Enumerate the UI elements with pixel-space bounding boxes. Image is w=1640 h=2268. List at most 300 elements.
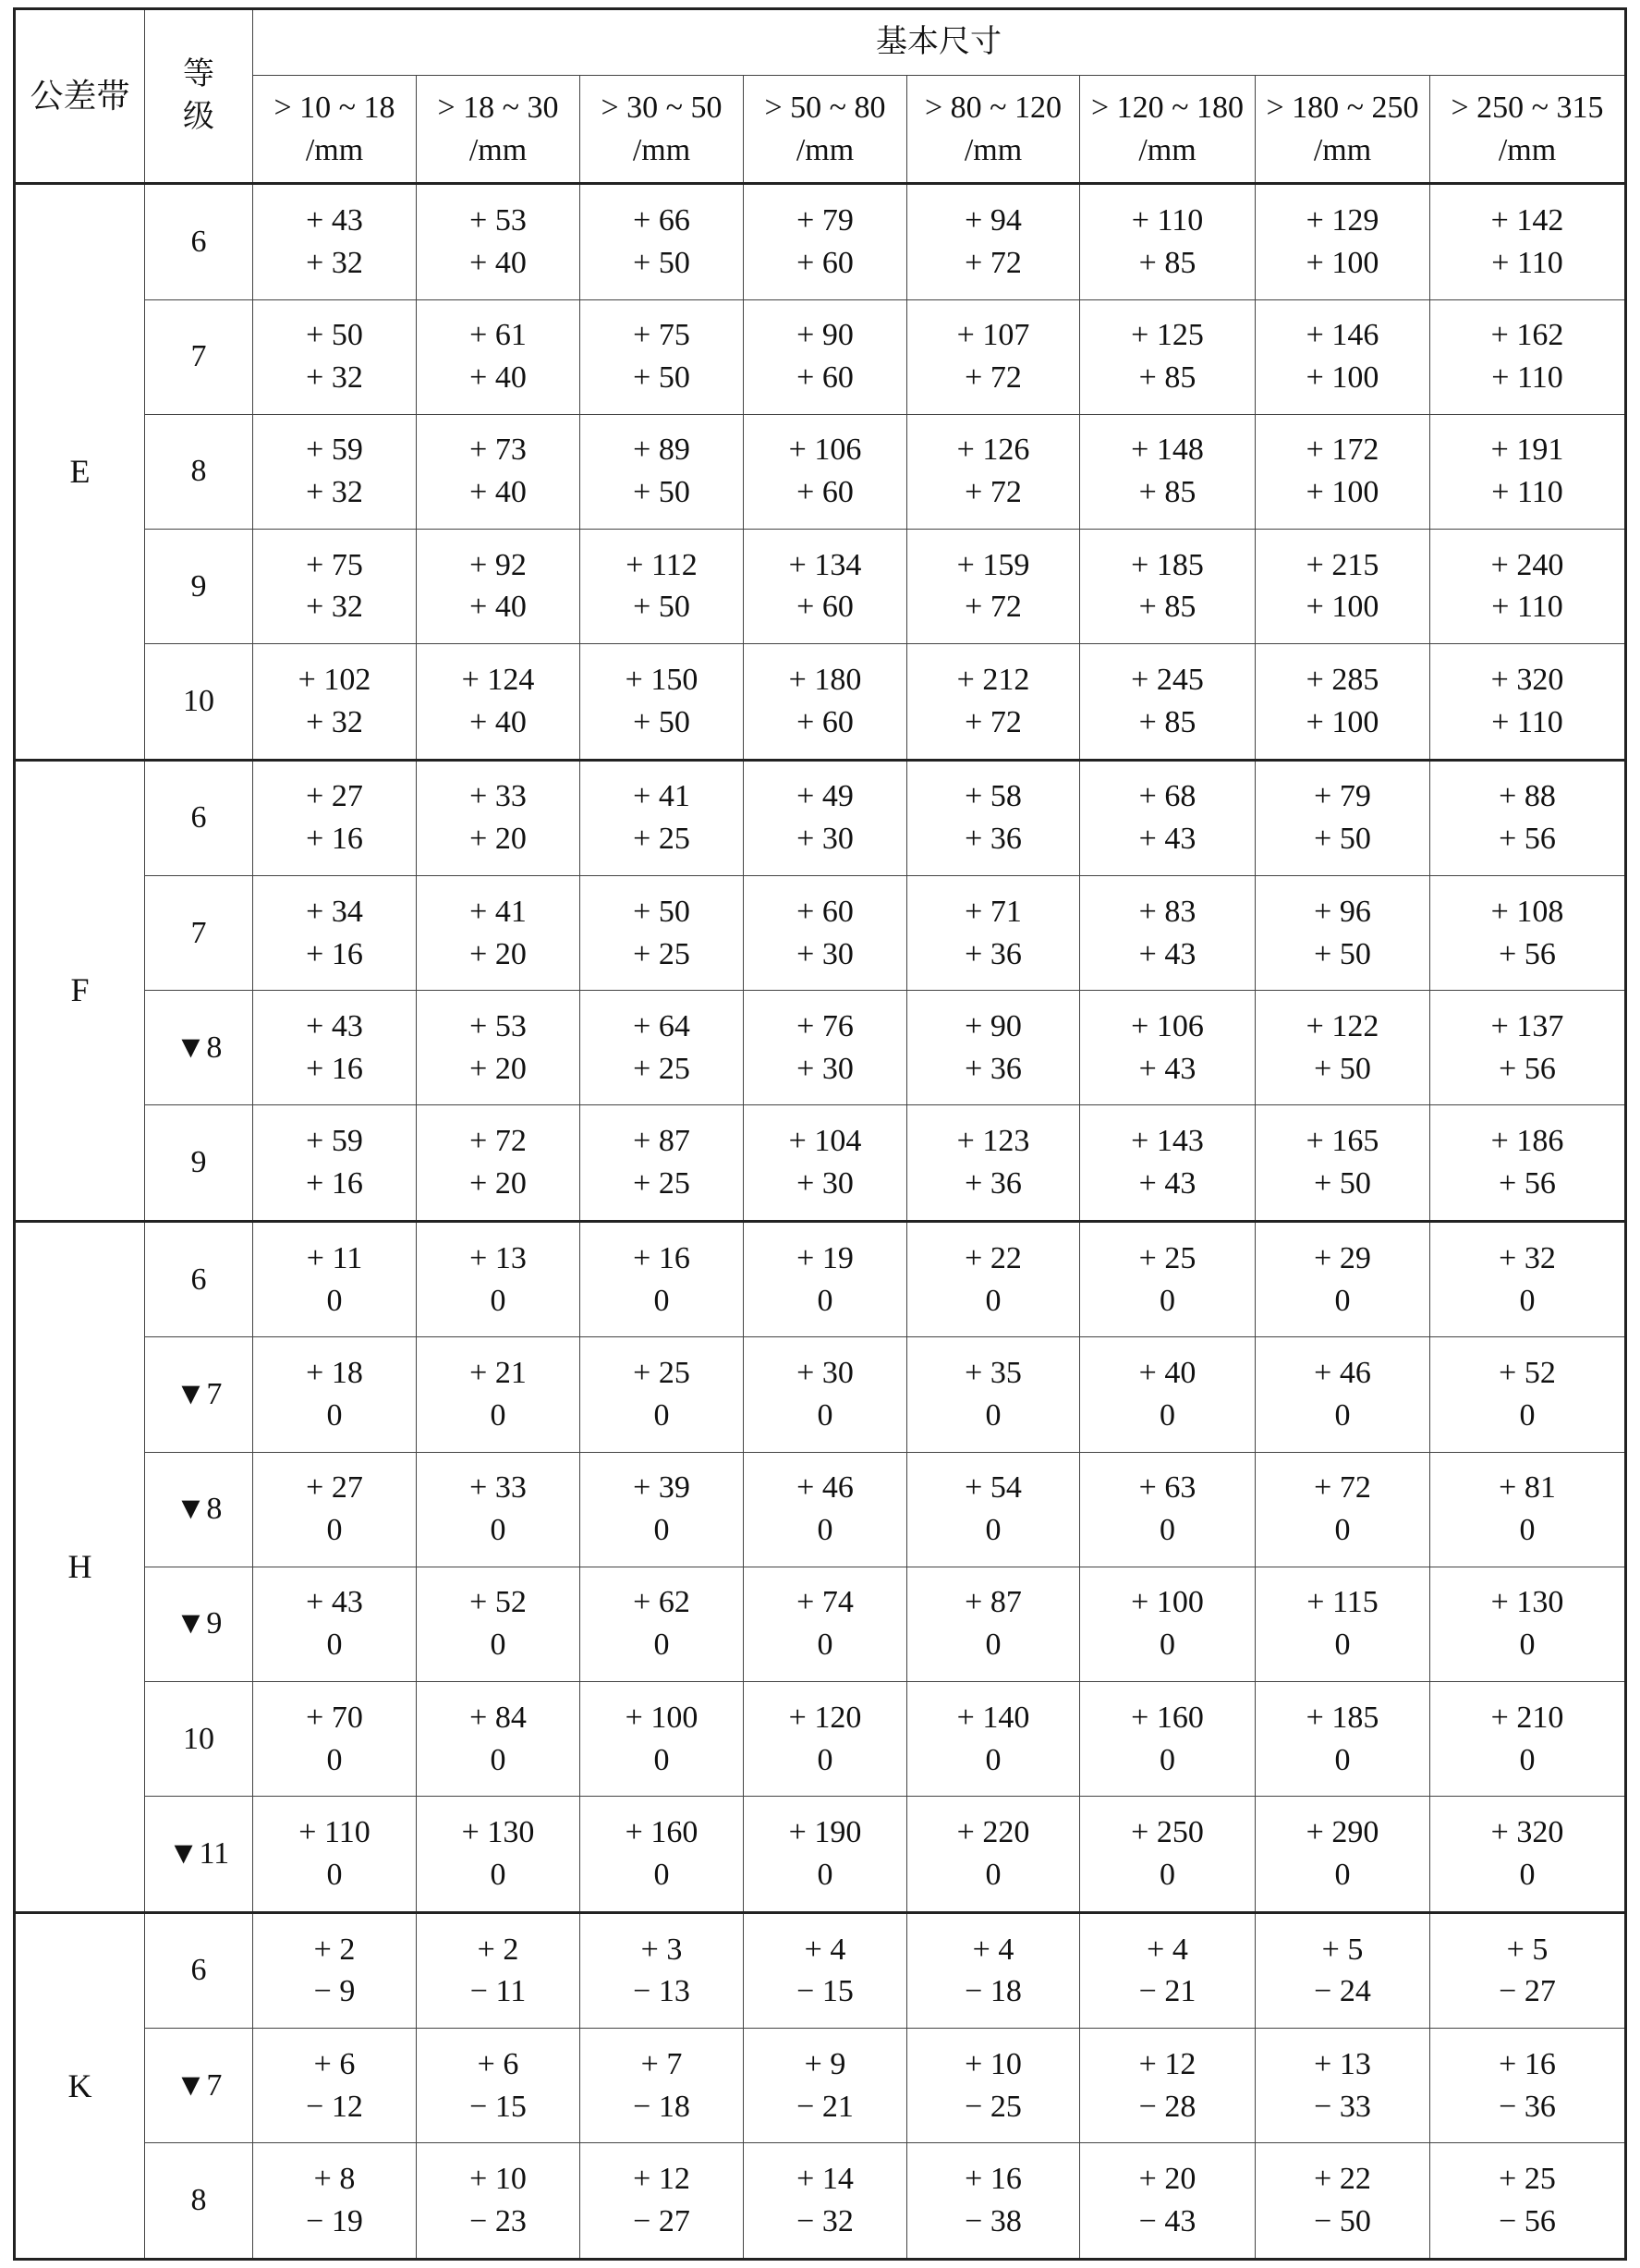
deviation-cell [253, 1797, 417, 1913]
deviation-cell [1256, 1105, 1430, 1222]
size-range-text: > 80 ~ 120 [924, 90, 1063, 125]
upper-deviation: + 29 [1314, 1240, 1371, 1275]
deviation-cell [253, 1337, 417, 1452]
deviation-cell [1256, 529, 1430, 643]
grade-header [145, 9, 253, 184]
deviation-cell [907, 299, 1080, 414]
upper-deviation: + 18 [306, 1356, 363, 1391]
upper-deviation: + 60 [796, 894, 854, 929]
grade-cell: 10 [145, 1681, 253, 1796]
deviation-cell [907, 876, 1080, 991]
upper-deviation: + 130 [1490, 1585, 1564, 1620]
lower-deviation: 0 [653, 1398, 670, 1433]
deviation-cell [580, 1221, 744, 1337]
deviation-cell [1080, 1567, 1256, 1681]
deviation-cell [1080, 1221, 1256, 1337]
deviation-cell [1256, 1452, 1430, 1567]
deviation-cell [580, 644, 744, 761]
size-range-header [907, 76, 1080, 184]
upper-deviation: + 191 [1490, 433, 1564, 468]
upper-deviation: + 90 [965, 1008, 1022, 1043]
grade-cell: ▼11 [145, 1797, 253, 1913]
lower-deviation: + 60 [796, 475, 854, 510]
deviation-cell [744, 2143, 907, 2260]
upper-deviation: + 50 [306, 318, 363, 353]
upper-deviation: + 22 [965, 1240, 1022, 1275]
upper-deviation: + 140 [956, 1700, 1030, 1735]
lower-deviation: 0 [1334, 1628, 1351, 1663]
deviation-cell [417, 414, 580, 529]
deviation-cell [1430, 2029, 1626, 2143]
deviation-cell [1080, 1105, 1256, 1222]
upper-deviation: + 25 [1138, 1240, 1197, 1275]
upper-deviation: + 58 [965, 779, 1022, 814]
deviation-cell [1080, 1912, 1256, 2029]
upper-deviation: + 120 [788, 1700, 862, 1735]
deviation-cell [580, 2143, 744, 2260]
lower-deviation: 0 [1519, 1398, 1536, 1433]
grade-cell: ▼8 [145, 991, 253, 1105]
lower-deviation: 0 [326, 1513, 343, 1548]
deviation-cell [253, 184, 417, 300]
upper-deviation: + 110 [1131, 202, 1204, 238]
lower-deviation: 0 [490, 1857, 506, 1892]
zone-cell: F [15, 760, 145, 1221]
size-range-header [417, 76, 580, 184]
deviation-cell [744, 414, 907, 529]
upper-deviation: + 13 [469, 1240, 527, 1275]
upper-deviation: + 27 [306, 1470, 363, 1506]
lower-deviation: + 72 [965, 360, 1022, 396]
lower-deviation: + 36 [965, 1051, 1022, 1086]
upper-deviation: + 43 [306, 1585, 363, 1620]
lower-deviation: + 43 [1138, 936, 1197, 971]
size-range-header [744, 76, 907, 184]
upper-deviation: + 75 [633, 318, 690, 353]
grade-cell: ▼7 [145, 2029, 253, 2143]
zone-cell: H [15, 1221, 145, 1912]
lower-deviation: + 85 [1138, 475, 1197, 510]
lower-deviation: 0 [1519, 1283, 1536, 1318]
upper-deviation: + 63 [1138, 1470, 1197, 1506]
upper-deviation: + 41 [633, 779, 690, 814]
upper-deviation: + 79 [1314, 779, 1371, 814]
lower-deviation: 0 [817, 1283, 833, 1318]
deviation-cell [1256, 2029, 1430, 2143]
lower-deviation: + 50 [633, 245, 690, 280]
upper-deviation: + 49 [796, 779, 854, 814]
deviation-cell [253, 876, 417, 991]
lower-deviation: 0 [653, 1857, 670, 1892]
deviation-cell [1430, 644, 1626, 761]
deviation-cell [907, 529, 1080, 643]
table-body [15, 184, 1626, 2260]
lower-deviation: + 72 [965, 704, 1022, 739]
upper-deviation: + 3 [640, 1932, 683, 1967]
upper-deviation: + 16 [633, 1240, 690, 1275]
lower-deviation: + 85 [1138, 704, 1197, 739]
deviation-cell [744, 1452, 907, 1567]
lower-deviation: + 25 [633, 822, 690, 857]
upper-deviation: + 129 [1306, 202, 1379, 238]
table-row [15, 876, 1626, 991]
lower-deviation: 0 [490, 1742, 506, 1777]
deviation-cell [1430, 2143, 1626, 2260]
deviation-cell [1430, 1681, 1626, 1796]
upper-deviation: + 5 [1321, 1932, 1364, 1967]
lower-deviation: − 33 [1314, 2089, 1371, 2124]
lower-deviation: − 21 [796, 2089, 854, 2124]
lower-deviation: + 43 [1138, 1166, 1197, 1201]
deviation-cell [253, 529, 417, 643]
lower-deviation: + 85 [1138, 360, 1197, 396]
lower-deviation: + 32 [306, 590, 363, 625]
upper-deviation: + 115 [1306, 1585, 1379, 1620]
lower-deviation: + 110 [1491, 475, 1563, 510]
table-row [15, 2029, 1626, 2143]
deviation-cell [253, 299, 417, 414]
lower-deviation: + 56 [1499, 1166, 1556, 1201]
table-row [15, 184, 1626, 300]
deviation-cell [253, 991, 417, 1105]
upper-deviation: + 106 [1131, 1008, 1204, 1043]
size-range-header [580, 76, 744, 184]
upper-deviation: + 22 [1314, 2162, 1371, 2197]
deviation-cell [907, 184, 1080, 300]
lower-deviation: 0 [1519, 1628, 1536, 1663]
table-row [15, 991, 1626, 1105]
size-range-text: > 50 ~ 80 [764, 90, 886, 125]
size-range-unit: /mm [468, 132, 528, 167]
upper-deviation: + 33 [469, 1470, 527, 1506]
upper-deviation: + 143 [1131, 1124, 1204, 1159]
zone-cell: K [15, 1912, 145, 2259]
deviation-cell [907, 1912, 1080, 2029]
deviation-cell [744, 644, 907, 761]
deviation-cell [580, 1452, 744, 1567]
deviation-cell [253, 1452, 417, 1567]
upper-deviation: + 108 [1490, 894, 1564, 929]
deviation-cell [907, 1797, 1080, 1913]
deviation-cell [907, 1337, 1080, 1452]
deviation-cell [580, 876, 744, 991]
size-range-text: > 18 ~ 30 [437, 90, 559, 125]
deviation-cell [744, 991, 907, 1105]
deviation-cell [1256, 991, 1430, 1105]
lower-deviation: 0 [490, 1398, 506, 1433]
upper-deviation: + 12 [633, 2162, 690, 2197]
deviation-cell [907, 1681, 1080, 1796]
lower-deviation: + 100 [1306, 704, 1379, 739]
lower-deviation: − 38 [965, 2204, 1022, 2239]
lower-deviation: 0 [653, 1628, 670, 1663]
upper-deviation: + 46 [796, 1470, 854, 1506]
lower-deviation: 0 [326, 1628, 343, 1663]
upper-deviation: + 186 [1490, 1124, 1564, 1159]
upper-deviation: + 61 [469, 318, 527, 353]
upper-deviation: + 53 [469, 1008, 527, 1043]
table-row [15, 1567, 1626, 1681]
upper-deviation: + 210 [1490, 1700, 1564, 1735]
upper-deviation: + 16 [1499, 2046, 1556, 2081]
size-range-unit: /mm [796, 132, 855, 167]
deviation-cell [1080, 991, 1256, 1105]
table-row [15, 299, 1626, 414]
lower-deviation: + 16 [306, 936, 363, 971]
lower-deviation: 0 [1334, 1398, 1351, 1433]
deviation-cell [580, 1567, 744, 1681]
lower-deviation: + 30 [796, 1051, 854, 1086]
deviation-cell [744, 1567, 907, 1681]
deviation-cell [580, 1105, 744, 1222]
deviation-cell [1430, 1221, 1626, 1337]
deviation-cell [417, 760, 580, 876]
upper-deviation: + 245 [1131, 662, 1204, 697]
lower-deviation: − 15 [469, 2089, 527, 2124]
upper-deviation: + 8 [313, 2162, 356, 2197]
deviation-cell [580, 299, 744, 414]
lower-deviation: 0 [490, 1283, 506, 1318]
lower-deviation: + 32 [306, 245, 363, 280]
deviation-cell [580, 1681, 744, 1796]
deviation-cell [417, 529, 580, 643]
lower-deviation: − 19 [306, 2204, 363, 2239]
zone-header: 公差带 [15, 9, 145, 184]
lower-deviation: − 13 [633, 1974, 690, 2009]
lower-deviation: 0 [1160, 1628, 1175, 1663]
deviation-cell [580, 760, 744, 876]
upper-deviation: + 134 [788, 547, 862, 582]
deviation-cell [580, 184, 744, 300]
deviation-cell [907, 1452, 1080, 1567]
deviation-cell [580, 1337, 744, 1452]
upper-deviation: + 96 [1314, 894, 1371, 929]
upper-deviation: + 240 [1490, 547, 1564, 582]
lower-deviation: + 43 [1138, 822, 1197, 857]
upper-deviation: + 150 [625, 662, 699, 697]
size-range-header [1430, 76, 1626, 184]
grade-cell: 6 [145, 760, 253, 876]
size-range-unit: /mm [632, 132, 691, 167]
upper-deviation: + 159 [956, 547, 1030, 582]
lower-deviation: + 40 [469, 704, 527, 739]
lower-deviation: − 21 [1138, 1974, 1197, 2009]
upper-deviation: + 40 [1138, 1356, 1197, 1391]
upper-deviation: + 180 [788, 662, 862, 697]
upper-deviation: + 62 [633, 1585, 690, 1620]
lower-deviation: 0 [1334, 1283, 1351, 1318]
lower-deviation: + 85 [1138, 245, 1197, 280]
table-row [15, 529, 1626, 643]
deviation-cell [580, 529, 744, 643]
deviation-cell [744, 529, 907, 643]
lower-deviation: + 60 [796, 704, 854, 739]
table-row [15, 2143, 1626, 2260]
upper-deviation: + 110 [298, 1814, 371, 1849]
lower-deviation: − 9 [313, 1974, 356, 2009]
deviation-cell [417, 644, 580, 761]
deviation-cell [907, 2143, 1080, 2260]
lower-deviation: + 56 [1499, 936, 1556, 971]
table-row [15, 760, 1626, 876]
upper-deviation: + 50 [633, 894, 690, 929]
upper-deviation: + 9 [804, 2046, 846, 2081]
deviation-cell [907, 1221, 1080, 1337]
lower-deviation: − 12 [306, 2089, 363, 2124]
lower-deviation: + 36 [965, 1166, 1022, 1201]
upper-deviation: + 122 [1306, 1008, 1379, 1043]
deviation-cell [744, 184, 907, 300]
lower-deviation: 0 [985, 1628, 1002, 1663]
deviation-cell [1430, 1452, 1626, 1567]
lower-deviation: 0 [1160, 1283, 1175, 1318]
deviation-cell [1080, 2029, 1256, 2143]
lower-deviation: 0 [326, 1283, 343, 1318]
deviation-cell [253, 1105, 417, 1222]
grade-header-bottom: 级 [183, 100, 214, 134]
grade-cell: 8 [145, 414, 253, 529]
deviation-cell [417, 1797, 580, 1913]
lower-deviation: + 25 [633, 1166, 690, 1201]
lower-deviation: + 50 [1314, 1051, 1371, 1086]
lower-deviation: + 110 [1491, 245, 1563, 280]
upper-deviation: + 13 [1314, 2046, 1371, 2081]
lower-deviation: + 20 [469, 822, 527, 857]
lower-deviation: + 36 [965, 822, 1022, 857]
lower-deviation: − 27 [1499, 1974, 1556, 2009]
deviation-cell [417, 2143, 580, 2260]
upper-deviation: + 87 [965, 1585, 1022, 1620]
grade-cell: 8 [145, 2143, 253, 2260]
upper-deviation: + 54 [965, 1470, 1022, 1506]
lower-deviation: 0 [653, 1742, 670, 1777]
upper-deviation: + 88 [1499, 779, 1556, 814]
lower-deviation: + 40 [469, 475, 527, 510]
upper-deviation: + 12 [1138, 2046, 1197, 2081]
grade-cell: 9 [145, 1105, 253, 1222]
lower-deviation: 0 [326, 1857, 343, 1892]
size-range-text: > 180 ~ 250 [1266, 90, 1419, 125]
deviation-cell [253, 1681, 417, 1796]
upper-deviation: + 92 [469, 547, 527, 582]
upper-deviation: + 215 [1306, 547, 1379, 582]
deviation-cell [907, 1567, 1080, 1681]
deviation-cell [1256, 299, 1430, 414]
upper-deviation: + 10 [469, 2162, 527, 2197]
lower-deviation: 0 [1160, 1857, 1175, 1892]
deviation-cell [907, 1105, 1080, 1222]
size-range-unit: /mm [305, 132, 364, 167]
deviation-cell [907, 760, 1080, 876]
lower-deviation: − 15 [796, 1974, 854, 2009]
upper-deviation: + 75 [306, 547, 363, 582]
lower-deviation: − 32 [796, 2204, 854, 2239]
lower-deviation: − 24 [1314, 1974, 1371, 2009]
upper-deviation: + 320 [1490, 662, 1564, 697]
upper-deviation: + 81 [1499, 1470, 1556, 1506]
lower-deviation: + 30 [796, 936, 854, 971]
lower-deviation: 0 [817, 1857, 833, 1892]
grade-cell: ▼9 [145, 1567, 253, 1681]
lower-deviation: 0 [985, 1283, 1002, 1318]
lower-deviation: 0 [1160, 1398, 1175, 1433]
grade-cell: 10 [145, 644, 253, 761]
deviation-cell [744, 1105, 907, 1222]
upper-deviation: + 160 [1131, 1700, 1204, 1735]
deviation-cell [1080, 760, 1256, 876]
lower-deviation: + 40 [469, 245, 527, 280]
deviation-cell [417, 299, 580, 414]
lower-deviation: 0 [326, 1742, 343, 1777]
lower-deviation: 0 [985, 1513, 1002, 1548]
deviation-cell [907, 644, 1080, 761]
upper-deviation: + 100 [1131, 1585, 1204, 1620]
grade-cell: 7 [145, 876, 253, 991]
lower-deviation: 0 [817, 1398, 833, 1433]
upper-deviation: + 320 [1490, 1814, 1564, 1849]
upper-deviation: + 11 [306, 1240, 363, 1275]
size-range-header [1256, 76, 1430, 184]
upper-deviation: + 250 [1131, 1814, 1204, 1849]
grade-cell: 7 [145, 299, 253, 414]
deviation-cell [744, 1221, 907, 1337]
lower-deviation: + 110 [1491, 360, 1563, 396]
lower-deviation: 0 [326, 1398, 343, 1433]
upper-deviation: + 7 [640, 2046, 683, 2081]
upper-deviation: + 20 [1138, 2162, 1197, 2197]
deviation-cell [417, 1912, 580, 2029]
deviation-cell [253, 2029, 417, 2143]
upper-deviation: + 4 [804, 1932, 846, 1967]
size-range-text: > 120 ~ 180 [1090, 90, 1245, 125]
deviation-cell [1256, 1221, 1430, 1337]
lower-deviation: + 20 [469, 1051, 527, 1086]
deviation-cell [907, 2029, 1080, 2143]
upper-deviation: + 73 [469, 433, 527, 468]
upper-deviation: + 52 [1499, 1356, 1556, 1391]
lower-deviation: + 32 [306, 475, 363, 510]
upper-deviation: + 71 [965, 894, 1022, 929]
deviation-cell [1430, 184, 1626, 300]
deviation-cell [1080, 1452, 1256, 1567]
tolerance-table [13, 7, 1627, 2261]
lower-deviation: + 16 [306, 822, 363, 857]
lower-deviation: 0 [1334, 1513, 1351, 1548]
upper-deviation: + 172 [1306, 433, 1379, 468]
upper-deviation: + 21 [469, 1356, 527, 1391]
deviation-cell [253, 414, 417, 529]
deviation-cell [253, 760, 417, 876]
lower-deviation: 0 [1519, 1513, 1536, 1548]
lower-deviation: 0 [653, 1513, 670, 1548]
size-range-header [1080, 76, 1256, 184]
lower-deviation: 0 [985, 1857, 1002, 1892]
lower-deviation: 0 [1160, 1742, 1175, 1777]
deviation-cell [417, 184, 580, 300]
upper-deviation: + 84 [469, 1700, 527, 1735]
lower-deviation: 0 [817, 1628, 833, 1663]
deviation-cell [744, 760, 907, 876]
deviation-cell [253, 2143, 417, 2260]
lower-deviation: + 56 [1499, 1051, 1556, 1086]
upper-deviation: + 102 [298, 662, 371, 697]
deviation-cell [1080, 1681, 1256, 1796]
deviation-cell [1080, 876, 1256, 991]
deviation-cell [1256, 184, 1430, 300]
deviation-cell [580, 1912, 744, 2029]
lower-deviation: 0 [1334, 1742, 1351, 1777]
lower-deviation: + 50 [1314, 1166, 1371, 1201]
